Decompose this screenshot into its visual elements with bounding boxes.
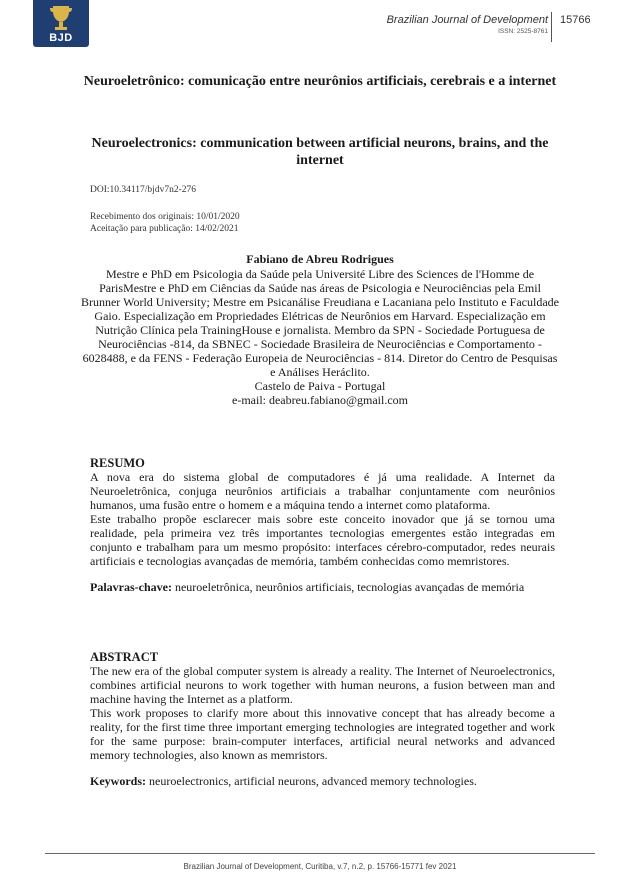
resumo-paragraph-1: A nova era do sistema global de computadores é já uma realidade. A Internet da Neuroeletrônica, conjuga neurônios artificiais a trabalhar conjuntamente com neurônios humanos, uma fusão entre o homem e a máquina tendo a internet como plataforma. (90, 470, 555, 512)
title-english: Neuroelectronics: communication between artificial neurons, brains, and the internet (91, 136, 549, 168)
author-name: Fabiano de Abreu Rodrigues (246, 252, 394, 266)
abstract-keywords (90, 774, 555, 788)
accepted-date: Aceitação para publicação: 14/02/2021 (90, 224, 239, 234)
resumo-paragraph-2: Este trabalho propõe esclarecer mais sobre este conceito inovador que já se tornou uma realidade, pela primeira vez três importantes tecnologias emergentes estão integradas em conjunto e trabalham para um mesmo propósito: interfaces cérebro-computador, redes neurais artificiais e tecnologias avançadas de memória, também conhecidas como memristores. (90, 512, 555, 568)
journal-name: Brazilian Journal of Development (386, 14, 548, 26)
keywords-en: neuroelectronics, artificial neurons, advanced memory technologies. (149, 774, 477, 788)
keywords-pt: neuroeletrônica, neurônios artificiais, tecnologias avançadas de memória (174, 580, 525, 594)
journal-header (387, 14, 548, 35)
author-location: Castelo de Paiva - Portugal (254, 379, 386, 393)
logo-text: BJD (49, 32, 73, 44)
author-affiliation: Mestre e PhD em Psicologia da Saúde pela Université Libre des Sciences de l'Homme de ParisMestre e PhD em Ciências da Saúde nas áreas de Psicologia e Neurociências pela Emil Brunner World University; Mestre em Psicanálise Freudiana e Lacaniana pelo Instituto e Faculdade Gaio. Especialização em Propriedades Elétricas de Neurônios em Harvard. Especialização em Nutrição Clínica pela TrainingHouse e jornalista. Membro da SPN - Sociedade Portuguesa de Neurociências -814, da SBNEC - Sociedade Brasileira de Neurociências e Comportamento - 6028488, e da FENS - Federação Europeia de Neurociências - 814. Diretor do Centro de Pesquisas e Análises Heráclito. (80, 267, 559, 379)
author-email[interactable]: e-mail: deabreu.fabiano@gmail.com (232, 393, 408, 407)
abstract-paragraph-2: This work proposes to clarify more about this innovative concept that has already become a reality, for the first time three important emerging technologies are integrated together and work for the same purpose: brain-computer interfaces, artificial neural networks and advanced memory technologies, also known as memristors. (90, 706, 555, 762)
abstract-paragraph-1: The new era of the global computer system is already a reality. The Internet of Neuroelectronics, combines artificial neurons to work together with human neurons, a fusion between man and machine having the Internet as a platform. (90, 664, 555, 706)
page-number: 15766 (560, 14, 591, 26)
header-divider (551, 12, 552, 42)
resumo-heading: RESUMO (90, 456, 145, 470)
resumo-keywords (90, 580, 555, 594)
journal-logo (33, 0, 89, 47)
keywords-label-en: Keywords: (90, 774, 146, 788)
keywords-label-pt: Palavras-chave: (90, 580, 172, 594)
footer-divider (45, 853, 595, 854)
abstract-section (90, 650, 555, 788)
title-portuguese: Neuroeletrônico: comunicação entre neurônios artificiais, cerebrais e a internet (83, 74, 557, 89)
issn: ISSN: 2525-8761 (498, 28, 548, 35)
abstract-heading: ABSTRACT (90, 650, 159, 664)
doi: DOI:10.34117/bjdv7n2-276 (90, 185, 196, 195)
received-date: Recebimento dos originais: 10/01/2020 (90, 212, 240, 222)
footer-citation: Brazilian Journal of Development, Curitiba, v.7, n.2, p. 15766-15771 fev 2021 (183, 862, 457, 871)
resumo-section (90, 456, 555, 594)
author-block (80, 252, 560, 407)
